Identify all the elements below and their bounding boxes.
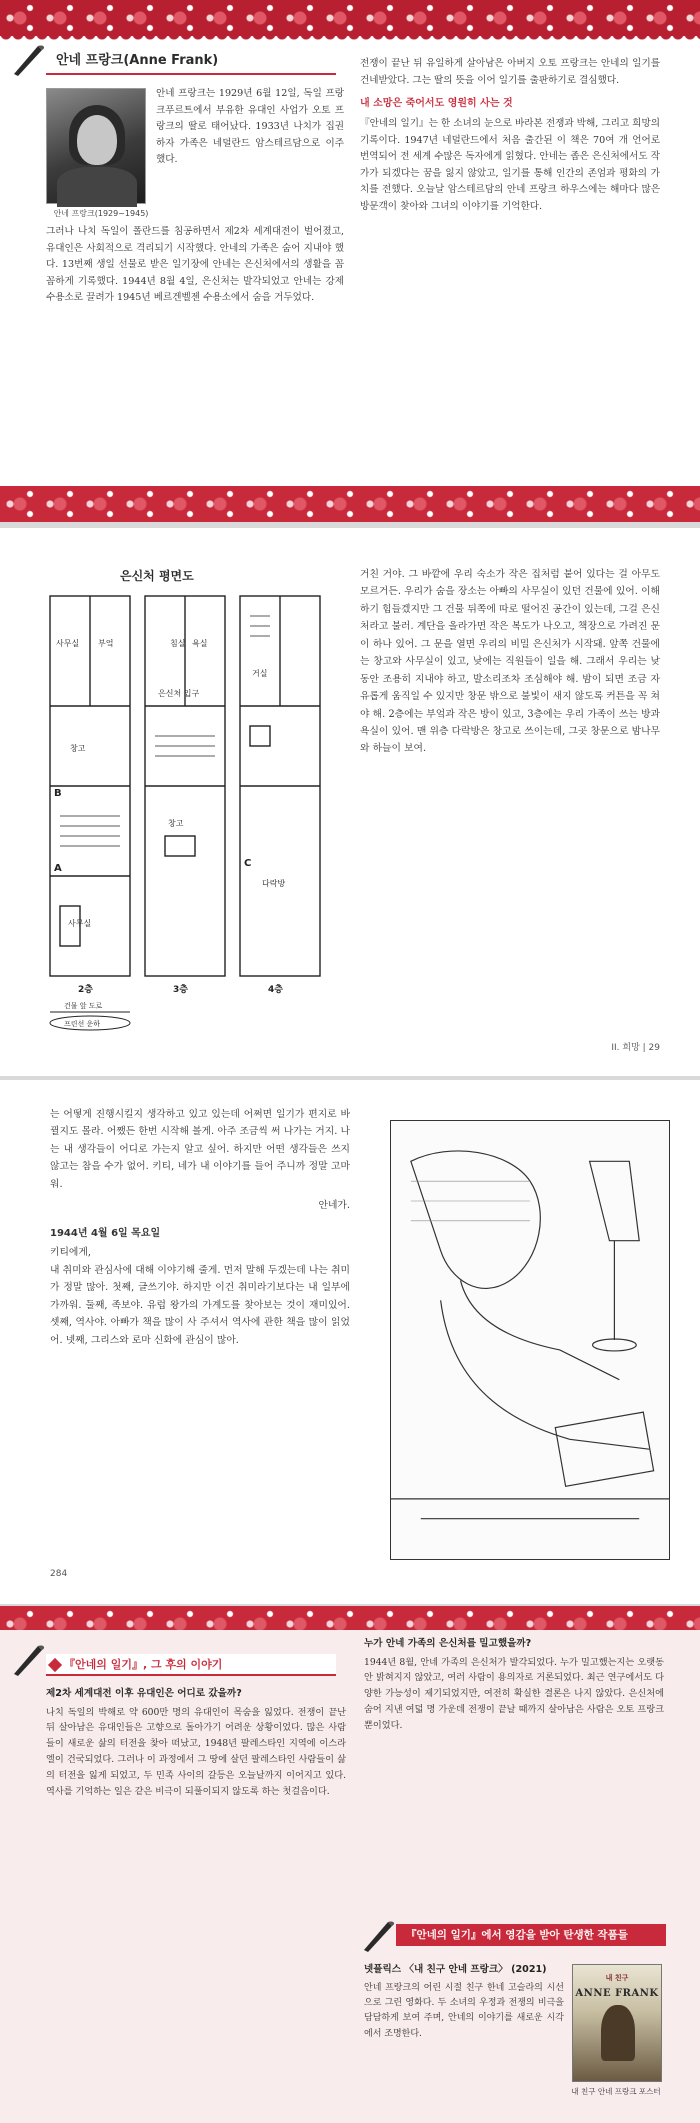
plan-marker: B bbox=[54, 788, 62, 799]
photo-caption: 안네 프랑크(1929~1945) bbox=[53, 209, 149, 218]
right-intro-paragraph: 전쟁이 끝난 뒤 유일하게 살아남은 아버지 오토 프랑크는 안네의 일기를 건네받았다. 그는 딸의 뜻을 이어 일기를 출판하기로 결심했다. bbox=[360, 58, 660, 86]
diary-paragraph: 는 어떻게 진행시킬지 생각하고 있고 있는데 어쩌면 일기가 편지로 바뀔지도 몰라. 어쨌든 한번 시작해 볼게. 아주 조금씩 써 나가는 거지. 나는 내 생각들이 어디로 가는지 알고 싶어. 하지만 어떤 생각들은 쓰지 않고는 참을 수가 없어. 키티, 네가 내 이야기를 들어 주니까 정말 고마워. bbox=[50, 1109, 350, 1190]
poster-subtitle: 내 친구 bbox=[605, 1974, 629, 1982]
floor-label: 3층 bbox=[173, 985, 188, 995]
legend-text: 건물 앞 도로 bbox=[64, 1002, 103, 1010]
ornamental-band-top bbox=[0, 1606, 700, 1630]
right-column bbox=[364, 1636, 664, 1734]
diary-date: 1944년 4월 6일 목요일 bbox=[50, 1227, 161, 1239]
page-anne-frank-intro bbox=[0, 0, 700, 522]
floor-label: 4층 bbox=[268, 985, 283, 995]
diary-greeting: 키티에게, bbox=[50, 1247, 91, 1259]
room-label: 침실 bbox=[170, 639, 186, 648]
left-column bbox=[46, 1686, 346, 1799]
answer-paragraph: 나치 독일의 박해로 약 600만 명의 유대인이 목숨을 잃었다. 전쟁이 끝난 뒤 살아남은 유대인들은 고향으로 돌아가기 어려운 상황이었다. 많은 사람들이 새로운 삶의 터전을 찾아 떠났고, 1948년 팔레스타인 지역에 이스라엘이 건국되었다. 그러나 이 과정에서 그 땅에 살던 팔레스타인 사람들이 삶의 터전을 잃게 되었고, 두 민족 사이의 갈등은 오늘날까지 이어지고 있다. 역사를 기억하는 일은 같은 비극이 되풀이되지 않도록 하는 첫걸음이다. bbox=[46, 1706, 346, 1797]
diary-column bbox=[50, 1106, 350, 1349]
works-heading: 『안네의 일기』에서 영감을 받아 탄생한 작품들 bbox=[396, 1924, 666, 1946]
intro-paragraph: 안네 프랑크는 1929년 6월 12일, 독일 프랑크푸르트에서 부유한 유대인 사업가 오토 프랑크의 딸로 태어났다. 1933년 나치가 집권하자 가족은 네덜란드 암스테르담으로 이주했다. bbox=[156, 88, 344, 165]
answer-paragraph: 1944년 8월, 안네 가족의 은신처가 발각되었다. 누가 밀고했는지는 오랫동안 밝혀지지 않았고, 여러 사람이 용의자로 거론되었다. 최근 연구에서도 다양한 가능성이 제기되었지만, 여전히 확실한 결론은 나지 않았다. 은신처에 숨어 지낸 여덟 명 가운데 전쟁이 끝날 때까지 살아남은 사람은 오토 프랑크뿐이었다. bbox=[364, 1656, 664, 1731]
question-heading: 누가 안네 가족의 은신처를 밀고했을까? bbox=[364, 1638, 532, 1649]
page-number: 284 bbox=[50, 1568, 68, 1579]
plan-marker: A bbox=[54, 863, 62, 874]
room-label: 욕실 bbox=[192, 639, 208, 648]
history-paragraph: 그러나 나치 독일이 폴란드를 침공하면서 제2차 세계대전이 벌어졌고, 유대인은 사회적으로 격리되기 시작했다. 안네의 가족은 숨어 지내야 했다. 13번째 생일 선물로 받은 일기장에 안네는 은신처에서의 생활을 꼼꼼하게 기록했다. 1944년 8월 4일, 은신처는 발각되었고 안네는 강제 수용소로 끌려가 1945년 베르겐벨젠 수용소에서 숨을 거두었다. bbox=[46, 226, 344, 303]
legend-text: 프린선 운하 bbox=[64, 1020, 101, 1028]
right-column bbox=[360, 56, 660, 215]
legacy-paragraph: 『안네의 일기』는 한 소녀의 눈으로 바라본 전쟁과 박해, 그리고 희망의 기록이다. 1947년 네덜란드에서 처음 출간된 이 책은 70여 개 언어로 번역되어 전 세계 수많은 독자에게 읽혔다. 안네는 좁은 은신처에서도 작가가 되겠다는 꿈을 잃지 않았고, 일기를 통해 인간의 존엄과 평화의 가치를 전했다. 오늘날 암스테르담의 안네 프랑크 하우스에는 해마다 많은 방문객이 찾아와 그녀의 이야기를 기억한다. bbox=[360, 118, 660, 212]
room-label: 은신처 입구 bbox=[158, 689, 200, 698]
room-label: 부엌 bbox=[98, 639, 114, 648]
floor-plan-title: 은신처 평면도 bbox=[120, 569, 194, 583]
plan-marker: C bbox=[244, 858, 252, 869]
section-title: 안네 프랑크(Anne Frank) bbox=[46, 48, 228, 74]
page-afterward bbox=[0, 1606, 700, 2123]
room-label: 창고 bbox=[70, 744, 86, 753]
quill-pen-icon bbox=[358, 1916, 398, 1956]
page-diary-entry bbox=[0, 1080, 700, 1604]
room-label: 거실 bbox=[252, 669, 268, 678]
poster-title: ANNE FRANK bbox=[575, 1988, 659, 1999]
room-label: 사무실 bbox=[56, 639, 80, 648]
title-underline bbox=[46, 73, 336, 75]
diary-signature: 안네가. bbox=[318, 1200, 350, 1212]
poster-caption: 내 친구 안네 프랑크 포스터 bbox=[571, 2087, 661, 2096]
subsection-heading: 내 소망은 죽어서도 영원히 사는 것 bbox=[360, 98, 513, 109]
ornamental-band-top bbox=[0, 0, 700, 36]
work-description bbox=[364, 1962, 564, 2042]
work-body: 안네 프랑크의 어린 시절 친구 한네 고슬라의 시선으로 그린 영화다. 두 소녀의 우정과 전쟁의 비극을 담담하게 보여 주며, 안네의 이야기를 새로운 시각에서 조명한다. bbox=[364, 1982, 564, 2039]
section-heading: 『안네의 일기』, 그 후의 이야기 bbox=[46, 1654, 336, 1676]
ornamental-band-bottom bbox=[0, 486, 700, 522]
floor-label: 2층 bbox=[78, 985, 93, 995]
room-label: 창고 bbox=[168, 819, 184, 828]
question-heading: 제2차 세계대전 이후 유대인은 어디로 갔을까? bbox=[46, 1688, 242, 1699]
movie-poster bbox=[572, 1964, 662, 2082]
page-floor-plan bbox=[0, 528, 700, 1076]
diary-body: 거친 거야. 그 바깥에 우리 숙소가 작은 집처럼 붙어 있다는 걸 아무도 모르거든. 우리가 숨을 장소는 아빠의 사무실이 있던 건물에 있어. 이해하기 힘들겠지만 그 건물 뒤쪽에 따로 떨어진 공간이 있는데, 그걸 은신처라고 불러. 계단을 올라가면 작은 복도가 나오고, 책장으로 가려진 문이 하나 있어. 그 문을 열면 우리의 비밀 은신처가 시작돼. 앞쪽 건물에는 창고와 사무실이 있고, 낮에는 직원들이 일을 해. 그래서 우리는 낮 동안 조용히 지내야 하고, 발소리조차 조심해야 해. 밤이 되면 조금 자유롭게 움직일 수 있지만 창문 밖으로 불빛이 새지 않도록 커튼을 꼭 쳐야 해. 2층에는 부엌과 작은 방이 있고, 3층에는 우리 가족이 쓰는 방과 욕실이 있어. 맨 위층 다락방은 창고로 쓰이는데, 그곳 창문으로 밤나무와 하늘이 보여. bbox=[360, 569, 660, 755]
work-title: 넷플릭스 〈내 친구 안네 프랑크〉 (2021) bbox=[364, 1964, 547, 1975]
room-label: 사무실 bbox=[68, 919, 92, 928]
quill-pen-icon bbox=[8, 40, 48, 80]
floor-plan-diagram bbox=[40, 586, 330, 1046]
quill-pen-icon bbox=[8, 1640, 48, 1680]
anne-writing-illustration bbox=[390, 1120, 670, 1560]
diary-paragraph: 내 취미와 관심사에 대해 이야기해 줄게. 먼저 말해 두겠는데 나는 취미가 정말 많아. 첫째, 글쓰기야. 하지만 이건 취미라기보다는 내 일부에 가까워. 둘째, 족보야. 유럽 왕가의 가계도를 찾아보는 것이 재미있어. 셋째, 역사야. 아빠가 책을 많이 사 주셔서 역사에 관한 책을 많이 읽었어. 넷째, 그리스와 로마 신화에 관심이 많아. bbox=[50, 1264, 350, 1346]
page-number: II. 희망 | 29 bbox=[611, 1042, 660, 1053]
anne-frank-photo bbox=[46, 88, 146, 204]
room-label: 다락방 bbox=[262, 879, 286, 888]
